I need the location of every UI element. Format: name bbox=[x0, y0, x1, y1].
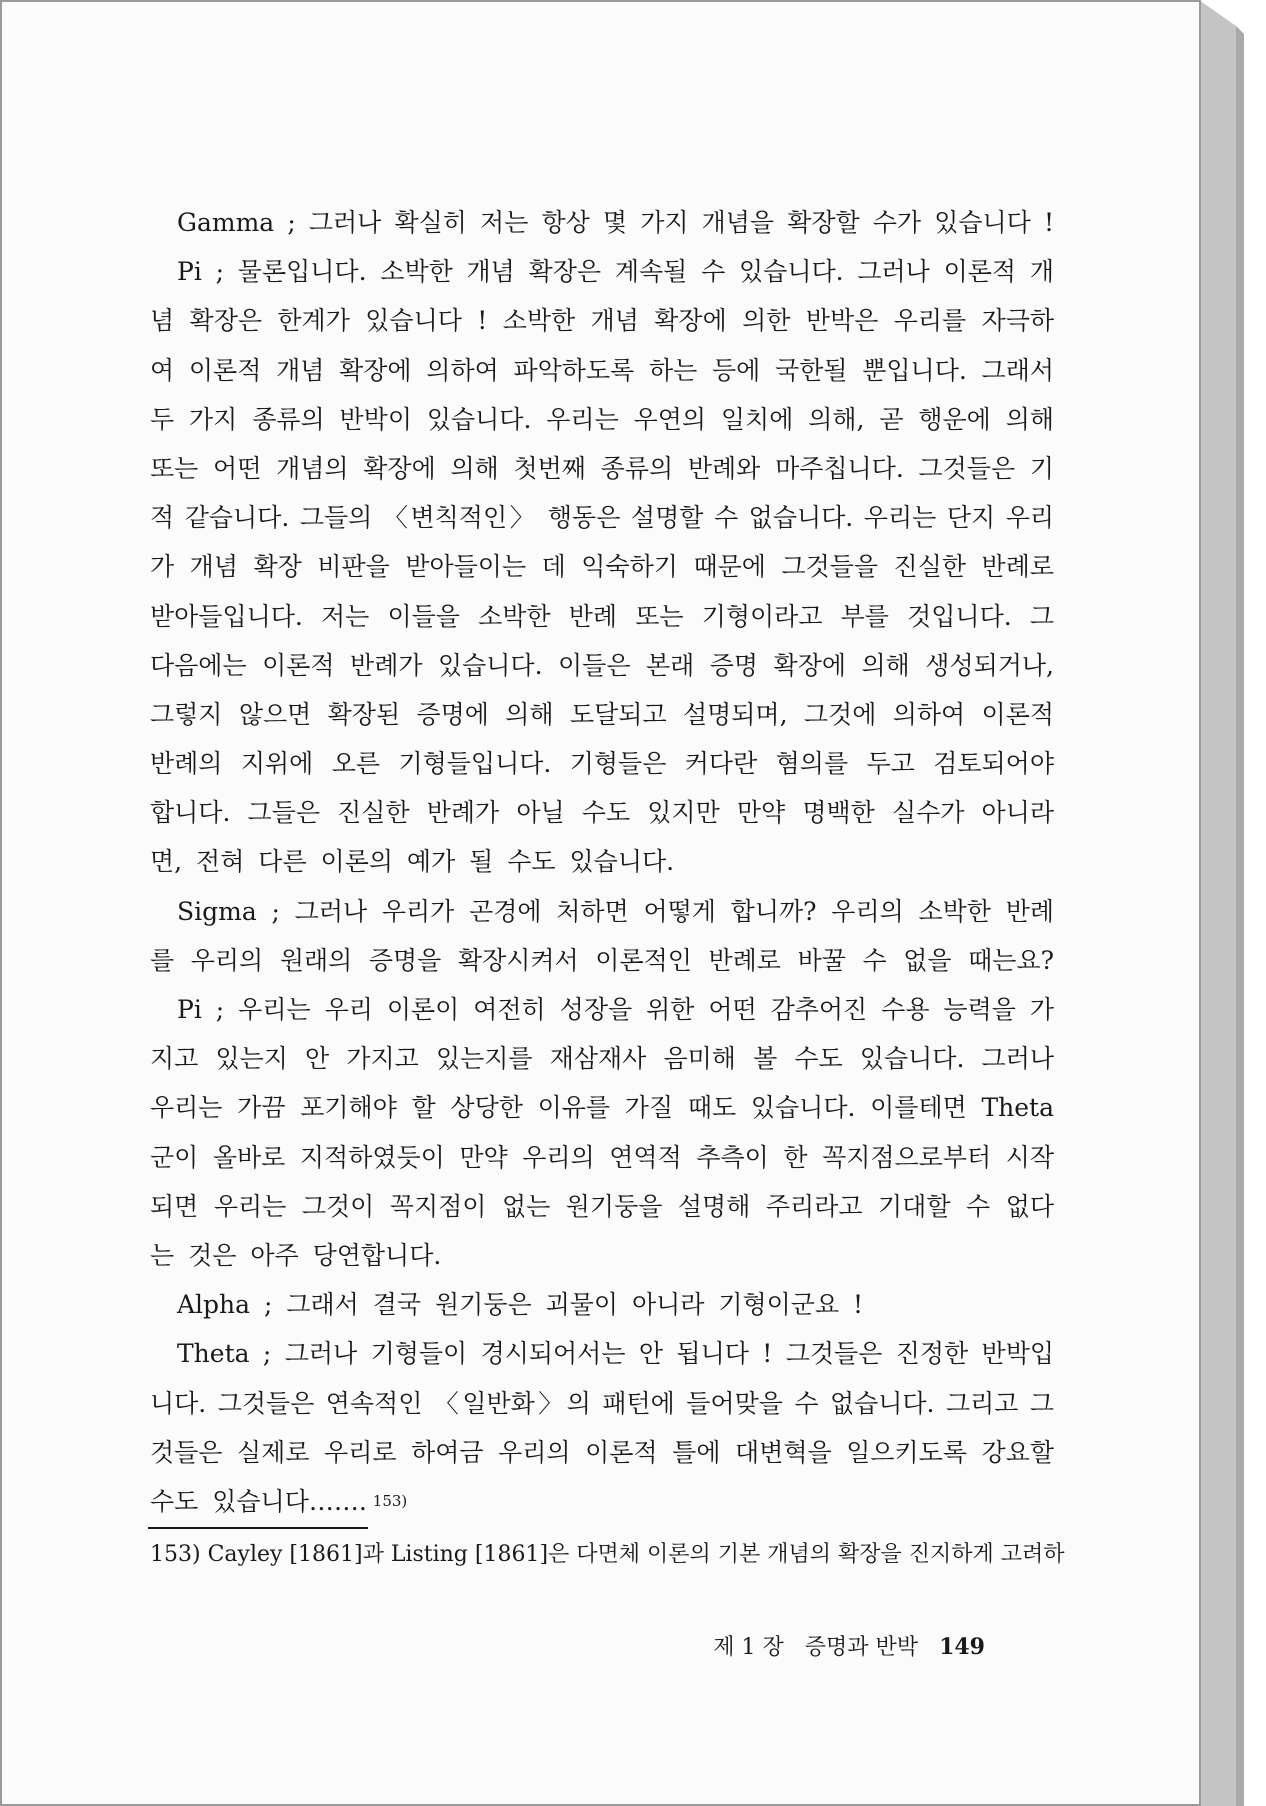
text-line bbox=[150, 198, 1054, 247]
text-line bbox=[150, 1034, 1054, 1083]
text-line bbox=[150, 936, 1054, 985]
text-line-content: Alpha ; 그래서 결국 원기둥은 괴물이 아니라 기형이군요 ! bbox=[177, 1290, 864, 1320]
text-line-content: 반례의 지위에 오른 기형들입니다. 기형들은 커다란 혐의를 두고 검토되어야 bbox=[150, 749, 1054, 779]
text-line bbox=[150, 493, 1054, 542]
text-line-content: 는 것은 아주 당연합니다. bbox=[150, 1240, 442, 1270]
text-line-content: 또는 어떤 개념의 확장에 의해 첫번째 종류의 반례와 마주칩니다. 그것들은 기 bbox=[150, 453, 1054, 483]
text-line-content: 수도 있습니다……. bbox=[150, 1486, 367, 1516]
text-line-content: 념 확장은 한계가 있습니다 ! 소박한 개념 확장에 의한 반박은 우리를 자극하 bbox=[150, 306, 1054, 336]
text-line-content: 두 가지 종류의 반박이 있습니다. 우리는 우연의 일치에 의해, 곧 행운에 의해 bbox=[150, 404, 1054, 434]
text-line bbox=[150, 296, 1054, 345]
text-line-content: 그렇지 않으면 확장된 증명에 의해 도달되고 설명되며, 그것에 의하여 이론적 bbox=[150, 699, 1054, 729]
text-line bbox=[150, 592, 1054, 641]
text-line bbox=[150, 1477, 1054, 1526]
text-line bbox=[150, 1428, 1054, 1477]
text-line bbox=[150, 1379, 1054, 1428]
text-line-content: Theta ; 그러나 기형들이 경시되어서는 안 됩니다 ! 그것들은 진정한 반박입 bbox=[177, 1339, 1054, 1369]
chapter-label: 제 1 장 bbox=[713, 1635, 784, 1660]
text-line bbox=[150, 1083, 1054, 1132]
text-line-content: 것들은 실제로 우리로 하여금 우리의 이론적 틀에 대변혁을 일으키도록 강요할 bbox=[150, 1437, 1054, 1467]
text-line-content: 합니다. 그들은 진실한 반례가 아닐 수도 있지만 만약 명백한 실수가 아니라 bbox=[150, 798, 1054, 828]
text-line bbox=[150, 444, 1054, 493]
text-line bbox=[150, 395, 1054, 444]
footnote-reference: 153) bbox=[372, 1491, 408, 1510]
text-line-content: 군이 올바로 지적하였듯이 만약 우리의 연역적 추측이 한 꼭지점으로부터 시작 bbox=[150, 1142, 1054, 1172]
text-line-content: Pi ; 우리는 우리 이론이 여전히 성장을 위한 어떤 감추어진 수용 능력을 가 bbox=[177, 995, 1054, 1024]
text-line-content: 니다. 그것들은 연속적인 〈일반화〉의 패턴에 들어맞을 수 없습니다. 그리고 그 bbox=[150, 1388, 1054, 1418]
text-line bbox=[150, 1231, 1054, 1280]
text-line bbox=[150, 788, 1054, 837]
text-line-content: 지고 있는지 안 가지고 있는지를 재삼재사 음미해 볼 수도 있습니다. 그러나 bbox=[150, 1044, 1054, 1074]
text-line bbox=[150, 1133, 1054, 1182]
text-line-content: 를 우리의 원래의 증명을 확장시켜서 이론적인 반례로 바꿀 수 없을 때는요? bbox=[150, 945, 1054, 975]
text-line-content: 적 같습니다. 그들의 〈변칙적인〉 행동은 설명할 수 없습니다. 우리는 단지 우리 bbox=[150, 503, 1054, 533]
text-line-content: 가 개념 확장 비판을 받아들이는 데 익숙하기 때문에 그것들을 진실한 반례로 bbox=[150, 552, 1054, 582]
text-line bbox=[150, 1182, 1054, 1231]
text-line bbox=[150, 739, 1054, 788]
text-line-content: Gamma ; 그러나 확실히 저는 항상 몇 가지 개념을 확장할 수가 있습니다 ! bbox=[177, 208, 1054, 237]
text-line bbox=[150, 985, 1054, 1034]
text-line bbox=[150, 346, 1054, 395]
text-line bbox=[150, 1329, 1054, 1378]
text-line-content: 우리는 가끔 포기해야 할 상당한 이유를 가질 때도 있습니다. 이를테면 Theta bbox=[150, 1093, 1054, 1123]
footnote: 153) Cayley [1861]과 Listing [1861]은 다면체 이론의 기본 개념의 확장을 진지하게 고려하 bbox=[150, 1542, 1065, 1567]
text-line bbox=[150, 542, 1054, 591]
text-line bbox=[150, 690, 1054, 739]
text-line-content: 다음에는 이론적 반례가 있습니다. 이들은 본래 증명 확장에 의해 생성되거나, bbox=[150, 650, 1054, 680]
text-line-content: Sigma ; 그러나 우리가 곤경에 처하면 어떻게 합니까? 우리의 소박한 반례 bbox=[177, 896, 1054, 926]
chapter-title: 증명과 반박 bbox=[804, 1635, 919, 1660]
text-line bbox=[150, 641, 1054, 690]
text-line bbox=[150, 247, 1054, 296]
running-footer bbox=[699, 1630, 985, 1661]
text-line-content: Pi ; 물론입니다. 소박한 개념 확장은 계속될 수 있습니다. 그러나 이론적 개 bbox=[177, 257, 1054, 287]
text-line bbox=[150, 1280, 1054, 1329]
footnote-rule bbox=[148, 1527, 368, 1529]
body-text bbox=[150, 198, 1054, 1526]
text-line bbox=[150, 837, 1054, 886]
text-line-content: 면, 전혀 다른 이론의 예가 될 수도 있습니다. bbox=[150, 847, 675, 877]
text-line-content: 되면 우리는 그것이 꼭지점이 없는 원기둥을 설명해 주리라고 기대할 수 없다 bbox=[150, 1191, 1054, 1221]
text-line-content: 여 이론적 개념 확장에 의하여 파악하도록 하는 등에 국한될 뿐입니다. 그래서 bbox=[150, 355, 1054, 385]
text-line-content: 받아들입니다. 저는 이들을 소박한 반례 또는 기형이라고 부를 것입니다. 그 bbox=[150, 601, 1054, 631]
text-line bbox=[150, 887, 1054, 936]
page-number: 149 bbox=[939, 1634, 985, 1660]
